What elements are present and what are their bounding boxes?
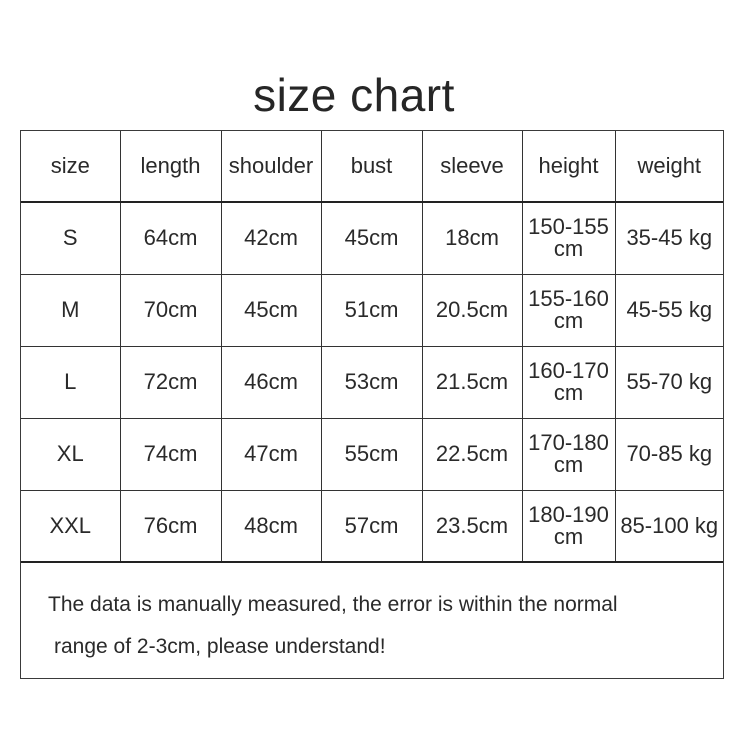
- cell-sleeve: 23.5cm: [422, 490, 522, 562]
- cell-size: S: [21, 202, 120, 274]
- cell-shoulder: 47cm: [221, 418, 321, 490]
- size-table: [21, 131, 723, 563]
- cell-length: 70cm: [120, 274, 221, 346]
- table-row: [21, 490, 723, 562]
- cell-height: 150-155 cm: [522, 202, 615, 274]
- cell-bust: 45cm: [321, 202, 422, 274]
- table-row: [21, 346, 723, 418]
- note-line: range of 2-3cm, please understand!: [54, 635, 386, 658]
- cell-bust: 55cm: [321, 418, 422, 490]
- cell-length: 76cm: [120, 490, 221, 562]
- header-length: length: [120, 131, 221, 202]
- cell-size: M: [21, 274, 120, 346]
- size-chart: [20, 130, 724, 679]
- cell-length: 72cm: [120, 346, 221, 418]
- note-line: The data is manually measured, the error is within the normal: [48, 593, 618, 616]
- header-sleeve: sleeve: [422, 131, 522, 202]
- cell-height: 160-170 cm: [522, 346, 615, 418]
- header-bust: bust: [321, 131, 422, 202]
- cell-weight: 35-45 kg: [615, 202, 723, 274]
- cell-shoulder: 48cm: [221, 490, 321, 562]
- cell-weight: 85-100 kg: [615, 490, 723, 562]
- header-weight: weight: [615, 131, 723, 202]
- header-row: [21, 131, 723, 202]
- cell-shoulder: 45cm: [221, 274, 321, 346]
- cell-size: XXL: [21, 490, 120, 562]
- cell-weight: 55-70 kg: [615, 346, 723, 418]
- header-shoulder: shoulder: [221, 131, 321, 202]
- cell-bust: 57cm: [321, 490, 422, 562]
- cell-size: L: [21, 346, 120, 418]
- cell-weight: 70-85 kg: [615, 418, 723, 490]
- header-height: height: [522, 131, 615, 202]
- cell-bust: 51cm: [321, 274, 422, 346]
- cell-sleeve: 18cm: [422, 202, 522, 274]
- cell-shoulder: 42cm: [221, 202, 321, 274]
- measurement-note: [21, 584, 723, 668]
- cell-weight: 45-55 kg: [615, 274, 723, 346]
- cell-sleeve: 20.5cm: [422, 274, 522, 346]
- header-size: size: [21, 131, 120, 202]
- cell-shoulder: 46cm: [221, 346, 321, 418]
- cell-sleeve: 22.5cm: [422, 418, 522, 490]
- cell-size: XL: [21, 418, 120, 490]
- cell-length: 74cm: [120, 418, 221, 490]
- chart-title: size chart: [253, 69, 455, 121]
- cell-height: 155-160 cm: [522, 274, 615, 346]
- table-row: [21, 202, 723, 274]
- cell-height: 180-190 cm: [522, 490, 615, 562]
- cell-height: 170-180 cm: [522, 418, 615, 490]
- cell-sleeve: 21.5cm: [422, 346, 522, 418]
- table-row: [21, 418, 723, 490]
- cell-bust: 53cm: [321, 346, 422, 418]
- table-row: [21, 274, 723, 346]
- cell-length: 64cm: [120, 202, 221, 274]
